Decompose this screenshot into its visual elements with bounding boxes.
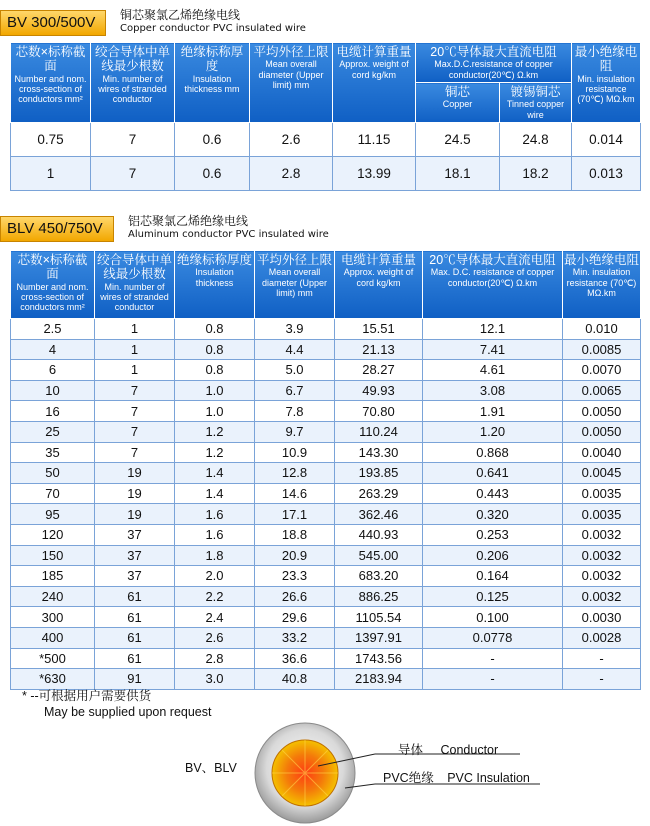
blv-cell: 7.41 xyxy=(423,339,563,360)
blv-cell: 300 xyxy=(11,607,95,628)
blv-title-en: Aluminum conductor PVC insulated wire xyxy=(128,229,329,240)
blv-table-row xyxy=(11,524,641,545)
blv-cell: 0.010 xyxy=(563,319,641,340)
blv-table-row xyxy=(11,545,641,566)
blv-cell: 2.4 xyxy=(175,607,255,628)
bv-cell: 7 xyxy=(91,123,175,157)
blv-table-row xyxy=(11,483,641,504)
bv-table-row xyxy=(11,157,641,191)
bv-cell: 18.2 xyxy=(500,157,572,191)
blv-cell: 23.3 xyxy=(255,566,335,587)
blv-cell: 6 xyxy=(11,360,95,381)
bv-cell: 24.5 xyxy=(416,123,500,157)
blv-header-weight: 电缆计算重量 Approx. weight of cord kg/km xyxy=(335,251,423,319)
blv-cell: 185 xyxy=(11,566,95,587)
blv-cell: 70 xyxy=(11,483,95,504)
bv-cell: 1 xyxy=(11,157,91,191)
blv-cell: 1 xyxy=(95,339,175,360)
blv-cell: 1.2 xyxy=(175,442,255,463)
wire-cross-section-diagram xyxy=(0,716,650,826)
blv-cell: 1.0 xyxy=(175,380,255,401)
blv-cell: 2.2 xyxy=(175,586,255,607)
blv-cell: 193.85 xyxy=(335,463,423,484)
blv-cell: 20.9 xyxy=(255,545,335,566)
blv-cell: 1.6 xyxy=(175,524,255,545)
bv-title-en: Copper conductor PVC insulated wire xyxy=(120,23,306,34)
blv-cell: 37 xyxy=(95,566,175,587)
blv-cell: 263.29 xyxy=(335,483,423,504)
blv-cell: 33.2 xyxy=(255,627,335,648)
conductor-label-zh: 导体 xyxy=(398,743,424,757)
bv-table-row xyxy=(11,123,641,157)
blv-cell: 0.0032 xyxy=(563,524,641,545)
blv-cell: 0.0028 xyxy=(563,627,641,648)
blv-cell: 26.6 xyxy=(255,586,335,607)
blv-cell: 16 xyxy=(11,401,95,422)
blv-cell: 7 xyxy=(95,380,175,401)
blv-cell: 37 xyxy=(95,545,175,566)
blv-table-row xyxy=(11,463,641,484)
blv-cell: 1397.91 xyxy=(335,627,423,648)
blv-table-row xyxy=(11,339,641,360)
blv-table-row xyxy=(11,648,641,669)
blv-cell: 18.8 xyxy=(255,524,335,545)
blv-cell: 7 xyxy=(95,442,175,463)
blv-cell: *500 xyxy=(11,648,95,669)
blv-cell: 2.5 xyxy=(11,319,95,340)
blv-cell: 110.24 xyxy=(335,421,423,442)
bv-header-insulation-resistance: 最小绝缘电阻 Min. insulation resistance (70℃) MΩ.km xyxy=(572,43,641,123)
bv-cell: 0.013 xyxy=(572,157,641,191)
blv-cell: 61 xyxy=(95,648,175,669)
blv-cell: 50 xyxy=(11,463,95,484)
blv-cell: 0.0035 xyxy=(563,504,641,525)
blv-table-row xyxy=(11,566,641,587)
footnote-en: May be supplied upon request xyxy=(44,705,212,719)
blv-cell: 362.46 xyxy=(335,504,423,525)
footnote-zh: * --可根据用户需要供货 xyxy=(22,689,152,703)
bv-cell: 0.75 xyxy=(11,123,91,157)
blv-cell: 4.61 xyxy=(423,360,563,381)
blv-cell: - xyxy=(563,648,641,669)
blv-cell: 7 xyxy=(95,421,175,442)
blv-cell: 14.6 xyxy=(255,483,335,504)
blv-header-dc-resistance: 20℃导体最大直流电阻 Max. D.C. resistance of copper conductor(20℃) Ω.km xyxy=(423,251,563,319)
bv-cell: 2.8 xyxy=(250,157,333,191)
blv-cell: 440.93 xyxy=(335,524,423,545)
blv-cell: 0.0050 xyxy=(563,401,641,422)
blv-cell: 70.80 xyxy=(335,401,423,422)
blv-cell: 1.6 xyxy=(175,504,255,525)
blv-cell: 10 xyxy=(11,380,95,401)
blv-cell: 0.125 xyxy=(423,586,563,607)
blv-cell: 0.253 xyxy=(423,524,563,545)
blv-cell: 6.7 xyxy=(255,380,335,401)
blv-cell: 12.1 xyxy=(423,319,563,340)
blv-cell: 61 xyxy=(95,627,175,648)
blv-cell: 1743.56 xyxy=(335,648,423,669)
blv-cell: 120 xyxy=(11,524,95,545)
bv-header-weight: 电缆计算重量 Approx. weight of cord kg/km xyxy=(333,43,416,123)
blv-cell: 0.0040 xyxy=(563,442,641,463)
blv-header-insulation-thickness: 绝缘标称厚度 Insulation thickness xyxy=(175,251,255,319)
blv-cell: 10.9 xyxy=(255,442,335,463)
blv-cell: 240 xyxy=(11,586,95,607)
blv-table-row xyxy=(11,669,641,690)
blv-header-min-wires: 绞合导体中单线最少根数 Min. number of wires of stranded conductor xyxy=(95,251,175,319)
blv-cell: 49.93 xyxy=(335,380,423,401)
blv-cell: 15.51 xyxy=(335,319,423,340)
blv-cell: 2.6 xyxy=(175,627,255,648)
blv-cell: 0.320 xyxy=(423,504,563,525)
blv-cell: - xyxy=(423,648,563,669)
conductor-label-en: Conductor xyxy=(440,743,499,757)
blv-cell: 2.8 xyxy=(175,648,255,669)
blv-cell: 35 xyxy=(11,442,95,463)
bv-header-tinned-copper: 镀锡铜芯 Tinned copper wire xyxy=(500,83,572,123)
bv-cell: 7 xyxy=(91,157,175,191)
bv-cell: 11.15 xyxy=(333,123,416,157)
blv-cell: 0.0070 xyxy=(563,360,641,381)
blv-cell: 95 xyxy=(11,504,95,525)
bv-section-header xyxy=(0,10,650,36)
blv-cell: 19 xyxy=(95,483,175,504)
blv-table-row xyxy=(11,442,641,463)
blv-table-row xyxy=(11,627,641,648)
blv-cell: 0.868 xyxy=(423,442,563,463)
blv-cell: 2183.94 xyxy=(335,669,423,690)
blv-cell: 28.27 xyxy=(335,360,423,381)
blv-cell: 0.8 xyxy=(175,360,255,381)
insulation-label-zh: PVC绝缘 xyxy=(383,771,434,785)
bv-header-dc-resistance: 20℃导体最大直流电阻 Max.D.C.resistance of copper conductor(20℃) Ω.km xyxy=(416,43,572,83)
blv-cell: - xyxy=(563,669,641,690)
insulation-label xyxy=(383,768,530,786)
bv-spec-table xyxy=(10,42,641,191)
blv-title xyxy=(128,214,329,242)
blv-cell: 1.2 xyxy=(175,421,255,442)
blv-voltage-badge: BLV 450/750V xyxy=(0,216,114,242)
bv-cell: 13.99 xyxy=(333,157,416,191)
bv-header-mean-diameter: 平均外径上限 Mean overall diameter (Upper limit) mm xyxy=(250,43,333,123)
blv-cell: 2.0 xyxy=(175,566,255,587)
blv-header-insulation-resistance: 最小绝缘电阻 Min. insulation resistance (70℃) MΩ.km xyxy=(563,251,641,319)
blv-cell: 0.0045 xyxy=(563,463,641,484)
bv-cell: 0.6 xyxy=(175,157,250,191)
bv-title xyxy=(120,8,306,36)
bv-voltage-badge: BV 300/500V xyxy=(0,10,106,36)
blv-cell: 1.4 xyxy=(175,483,255,504)
blv-cell: 19 xyxy=(95,463,175,484)
blv-cell: 5.0 xyxy=(255,360,335,381)
blv-cell: 0.0032 xyxy=(563,566,641,587)
blv-cell: 0.443 xyxy=(423,483,563,504)
blv-cell: 25 xyxy=(11,421,95,442)
blv-cell: 7 xyxy=(95,401,175,422)
blv-cell: 1.8 xyxy=(175,545,255,566)
blv-cell: 3.08 xyxy=(423,380,563,401)
blv-table-row xyxy=(11,607,641,628)
blv-cell: 1105.54 xyxy=(335,607,423,628)
blv-cell: 7.8 xyxy=(255,401,335,422)
blv-title-zh: 铝芯聚氯乙烯绝缘电线 xyxy=(128,214,249,228)
blv-table-row xyxy=(11,360,641,381)
blv-cell: 545.00 xyxy=(335,545,423,566)
blv-cell: 0.206 xyxy=(423,545,563,566)
blv-cell: 0.0032 xyxy=(563,586,641,607)
blv-cell: 1.0 xyxy=(175,401,255,422)
blv-cell: 19 xyxy=(95,504,175,525)
blv-header-mean-diameter: 平均外径上限 Mean overall diameter (Upper limit) mm xyxy=(255,251,335,319)
blv-cell: 3.9 xyxy=(255,319,335,340)
blv-cell: 4 xyxy=(11,339,95,360)
conductor-label xyxy=(398,740,498,758)
blv-cell: 0.0085 xyxy=(563,339,641,360)
blv-table-row xyxy=(11,586,641,607)
blv-cell: 400 xyxy=(11,627,95,648)
blv-cell: 0.0065 xyxy=(563,380,641,401)
blv-cell: 37 xyxy=(95,524,175,545)
blv-cell: 0.164 xyxy=(423,566,563,587)
blv-cell: 61 xyxy=(95,586,175,607)
bv-header-copper: 铜芯 Copper xyxy=(416,83,500,123)
blv-cell: 1 xyxy=(95,319,175,340)
blv-table-row xyxy=(11,401,641,422)
blv-cell: 91 xyxy=(95,669,175,690)
blv-cell: 21.13 xyxy=(335,339,423,360)
blv-cell: 0.0030 xyxy=(563,607,641,628)
insulation-label-en: PVC Insulation xyxy=(447,771,530,785)
blv-cell: 0.100 xyxy=(423,607,563,628)
blv-cell: 1.4 xyxy=(175,463,255,484)
blv-cell: 4.4 xyxy=(255,339,335,360)
blv-cell: 12.8 xyxy=(255,463,335,484)
blv-cell: 9.7 xyxy=(255,421,335,442)
bv-cell: 0.014 xyxy=(572,123,641,157)
blv-cell: 3.0 xyxy=(175,669,255,690)
blv-table-row xyxy=(11,421,641,442)
blv-cell: 0.8 xyxy=(175,319,255,340)
blv-cell: 1 xyxy=(95,360,175,381)
blv-cell: 0.0032 xyxy=(563,545,641,566)
blv-cell: 61 xyxy=(95,607,175,628)
blv-cell: 683.20 xyxy=(335,566,423,587)
bv-cell: 24.8 xyxy=(500,123,572,157)
diagram-type-label: BV、BLV xyxy=(185,761,237,775)
bv-cell: 2.6 xyxy=(250,123,333,157)
blv-cell: 0.0035 xyxy=(563,483,641,504)
blv-spec-table xyxy=(10,250,641,690)
blv-cell: 29.6 xyxy=(255,607,335,628)
blv-cell: 0.641 xyxy=(423,463,563,484)
bv-header-insulation-thickness: 绝缘标称厚度 Insulation thickness mm xyxy=(175,43,250,123)
blv-cell: 17.1 xyxy=(255,504,335,525)
blv-cell: 0.8 xyxy=(175,339,255,360)
blv-table-row xyxy=(11,319,641,340)
bv-header-cross-section: 芯数×标称截面 Number and nom. cross-section of conductors mm² xyxy=(11,43,91,123)
bv-header-min-wires: 绞合导体中单线最少根数 Min. number of wires of stranded conductor xyxy=(91,43,175,123)
bv-cell: 0.6 xyxy=(175,123,250,157)
blv-header-cross-section: 芯数×标称截面 Number and nom. cross-section of conductors mm² xyxy=(11,251,95,319)
bv-title-zh: 铜芯聚氯乙烯绝缘电线 xyxy=(120,8,241,22)
blv-cell: 36.6 xyxy=(255,648,335,669)
blv-table-row xyxy=(11,380,641,401)
blv-cell: 1.91 xyxy=(423,401,563,422)
bv-cell: 18.1 xyxy=(416,157,500,191)
blv-cell: 150 xyxy=(11,545,95,566)
blv-table-row xyxy=(11,504,641,525)
blv-cell: 0.0050 xyxy=(563,421,641,442)
blv-cell: 1.20 xyxy=(423,421,563,442)
blv-cell: *630 xyxy=(11,669,95,690)
blv-cell: 40.8 xyxy=(255,669,335,690)
blv-section-header xyxy=(0,216,650,242)
blv-cell: - xyxy=(423,669,563,690)
blv-cell: 886.25 xyxy=(335,586,423,607)
blv-cell: 0.0778 xyxy=(423,627,563,648)
blv-cell: 143.30 xyxy=(335,442,423,463)
